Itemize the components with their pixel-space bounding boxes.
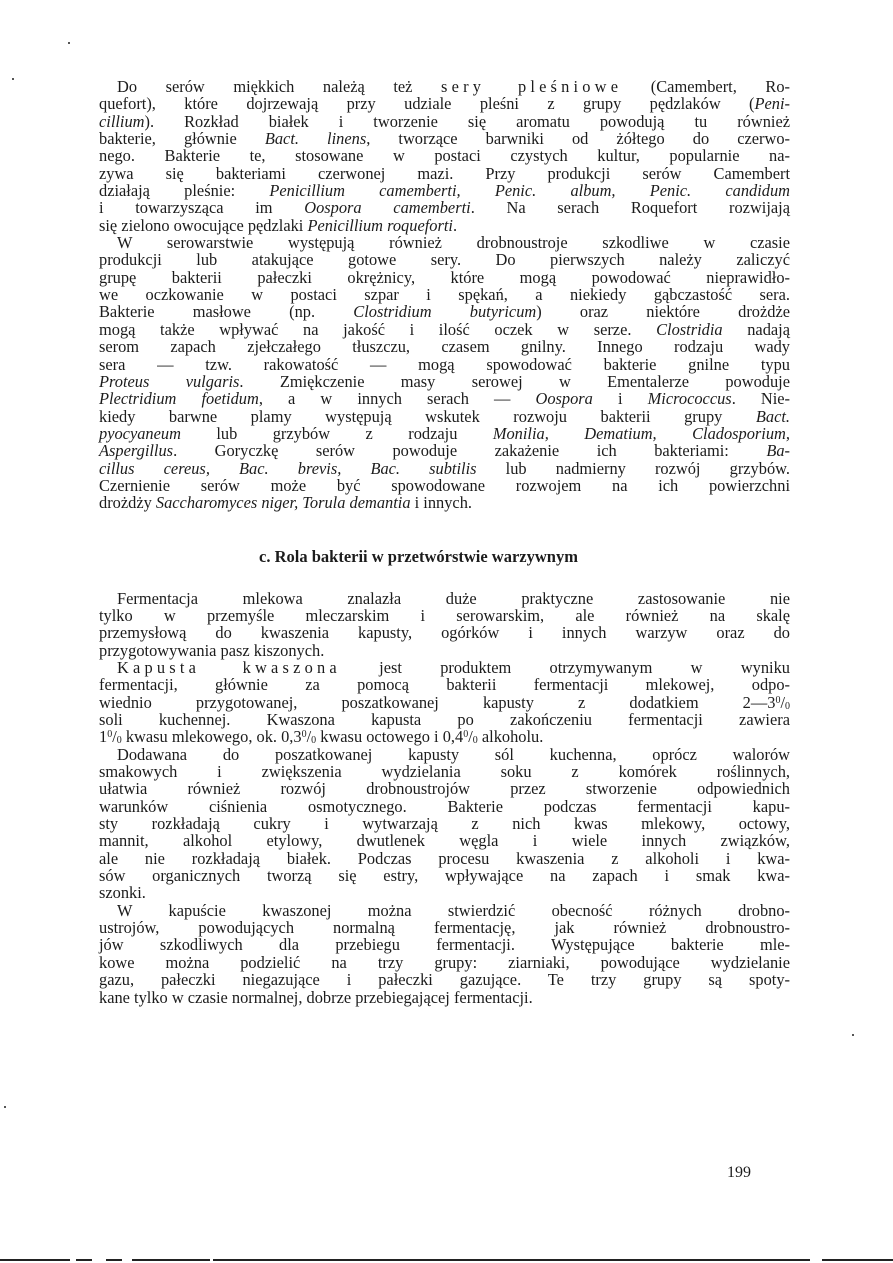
text-run: kiedy barwne plamy występują wskutek rozwoju bakterii grupy xyxy=(99,406,756,426)
text-run: tylko w przemyśle mleczarskim i serowarskim, ale również na skalę xyxy=(99,605,790,625)
text-run: kowe można podzielić na trzy grupy: ziarniaki, powodujące wydzielanie xyxy=(99,952,790,972)
text-run: , tworzące barwniki od żółtego do czerwo- xyxy=(366,129,790,149)
text-line xyxy=(99,182,790,199)
text-line xyxy=(99,286,790,303)
italic-term: Penicillium camemberti, Penic. album, Penic. candidum xyxy=(269,181,790,201)
text-line xyxy=(99,590,790,607)
text-line xyxy=(99,390,790,407)
text-run: nadają xyxy=(722,319,790,339)
text-line xyxy=(99,460,790,477)
text-run: 0 xyxy=(301,729,307,741)
text-line xyxy=(99,763,790,780)
text-run: 0 xyxy=(463,729,469,741)
text-run: nego. Bakterie te, stosowane w postaci czystych kultur, popularnie na- xyxy=(99,146,790,166)
text-run: jest produktem otrzymywanym w wyniku xyxy=(340,657,790,677)
italic-term: Bact. linens xyxy=(264,129,367,149)
text-line xyxy=(99,321,790,338)
italic-term: Proteus vulgaris xyxy=(99,371,240,391)
text-run: ) oraz niektóre drożdże xyxy=(536,302,790,322)
text-run: , a w innych serach — xyxy=(258,389,536,409)
text-line xyxy=(99,728,790,745)
text-line xyxy=(99,113,790,130)
scan-edge-rule xyxy=(0,1259,893,1261)
text-run: 0 xyxy=(311,735,317,747)
text-column xyxy=(99,78,790,1006)
text-line xyxy=(99,147,790,164)
text-line xyxy=(99,746,790,763)
text-run: gazu, pałeczki niegazujące i pałeczki gazujące. Te trzy grupy są spoty- xyxy=(99,970,790,990)
text-line xyxy=(99,234,790,251)
text-line xyxy=(99,659,790,676)
text-line xyxy=(99,798,790,815)
italic-term: cillium xyxy=(99,111,145,131)
text-run: wiednio przygotowanej, poszatkowanej kapusty z dodatkiem 2—3 xyxy=(99,692,776,712)
text-line xyxy=(99,251,790,268)
text-run: sty rozkładają cukry i wytwarzają z nich kwas mlekowy, octowy, xyxy=(99,814,790,834)
italic-term: pyocyaneum xyxy=(99,423,181,443)
text-run: grupę bakterii pałeczki okrężnicy, które mogą powodować nieprawidło- xyxy=(99,267,790,287)
italic-term: Plectridium foetidum xyxy=(99,389,259,409)
text-run: się zielono owocujące pędzlaki xyxy=(99,215,308,235)
text-run: smakowych i zwiększenia wydzielania soku z komórek roślinnych, xyxy=(99,762,790,782)
text-line xyxy=(99,477,790,494)
text-run: ale nie rozkładają białek. Podczas procesu kwaszenia z alkoholi i kwa- xyxy=(99,848,790,868)
paragraphs-vegetable-fermentation xyxy=(99,590,790,1006)
text-line xyxy=(99,902,790,919)
text-line xyxy=(99,165,790,182)
text-line xyxy=(99,884,790,901)
spacer xyxy=(99,567,790,590)
text-run: . Na serach Roquefort rozwijają xyxy=(470,198,790,218)
text-run: / xyxy=(468,727,473,747)
italic-term: Aspergillus xyxy=(99,441,174,461)
text-line xyxy=(99,373,790,390)
italic-term: Micrococcus xyxy=(647,389,732,409)
text-run: mogą także wpływać na jakość i ilość oczek w serze. xyxy=(99,319,657,339)
text-run: soli kuchennej. Kwaszona kapusta po zakończeniu fermentacji zawiera xyxy=(99,710,790,729)
text-line xyxy=(99,780,790,797)
text-line xyxy=(99,303,790,320)
text-run: (Camembert, Ro- xyxy=(622,77,790,96)
text-line xyxy=(99,494,790,511)
text-line xyxy=(99,624,790,641)
text-run: Czernienie serów może być spowodowane rozwojem na ich powierzchni xyxy=(99,475,790,495)
scan-speck xyxy=(12,78,14,80)
text-line xyxy=(99,269,790,286)
paragraphs-cheese-molds xyxy=(99,78,790,512)
text-run: warunków ciśnienia osmotycznego. Bakterie podczas fermentacji kapu- xyxy=(99,796,790,816)
text-run: 1 xyxy=(99,727,108,747)
text-run: przygotowywania pasz kiszonych. xyxy=(99,640,325,660)
text-run: ułatwia również rozwój drobnoustrojów przez stworzenie odpowiednich xyxy=(99,779,790,799)
text-run: Fermentacja mlekowa znalazła duże praktyczne zastosowanie nie xyxy=(117,588,790,608)
text-run: kwasu mlekowego, ok. 0,3 xyxy=(121,727,302,747)
text-run: lub grzybów z rodzaju xyxy=(180,423,493,443)
text-run: / xyxy=(780,692,785,712)
italic-term: Clostridia xyxy=(656,319,723,339)
text-run: kwasu octowego i 0,4 xyxy=(316,727,464,747)
text-line xyxy=(99,676,790,693)
italic-term: cillus cereus, Bac. brevis, Bac. subtilis xyxy=(99,458,477,478)
text-run: W kapuście kwaszonej można stwierdzić obecność różnych drobno- xyxy=(117,900,790,920)
text-run: 0 xyxy=(116,735,122,747)
text-run: mannit, alkohol etylowy, dwutlenek węgla i wiele innych związków, xyxy=(99,831,790,851)
text-line xyxy=(99,217,790,234)
text-run: fermentacji, głównie za pomocą bakterii fermentacji mlekowej, odpo- xyxy=(99,675,790,695)
text-run: i towarzysząca im xyxy=(99,198,305,218)
text-line xyxy=(99,711,790,728)
italic-term: Ba- xyxy=(766,441,790,461)
text-line xyxy=(99,607,790,624)
text-run: przemysłową do kwaszenia kapusty, ogórków i innych warzyw oraz do xyxy=(99,623,790,643)
spacer xyxy=(99,512,790,547)
text-run: 0 xyxy=(472,735,478,747)
text-run: . xyxy=(452,215,458,235)
text-run: ). Rozkład białek i tworzenie się aromatu powodują tu również xyxy=(144,111,790,131)
italic-term: Saccharomyces niger, Torula demantia xyxy=(155,493,411,513)
page-number: 199 xyxy=(727,1164,751,1181)
scan-speck xyxy=(4,1106,6,1108)
text-line xyxy=(99,694,790,711)
italic-term: Bact. xyxy=(755,406,790,426)
scan-speck xyxy=(852,1034,854,1036)
text-line xyxy=(99,425,790,442)
text-run: kane tylko w czasie normalnej, dobrze przebiegającej fermentacji. xyxy=(99,987,533,1007)
italic-term: Oospora camemberti xyxy=(304,198,471,218)
text-line xyxy=(99,815,790,832)
text-run: 0 xyxy=(775,694,781,706)
text-run: serom zapach zjełczałego tłuszczu, czasem gnilny. Innego rodzaju wady xyxy=(99,337,790,357)
text-line xyxy=(99,95,790,112)
text-run: szonki. xyxy=(99,883,146,903)
text-run: . Nie- xyxy=(731,389,791,409)
text-line xyxy=(99,442,790,459)
spaced-term: Kapusta kwaszona xyxy=(117,657,341,677)
text-run: Do serów miękkich należą też xyxy=(117,77,442,96)
text-line xyxy=(99,338,790,355)
italic-term: Monilia, Dematium, Cladosporium, xyxy=(492,423,790,443)
text-line xyxy=(99,867,790,884)
text-run: quefort), które dojrzewają przy udziale pleśni z grupy pędzlaków ( xyxy=(99,94,755,114)
text-line xyxy=(99,408,790,425)
text-line xyxy=(99,971,790,988)
text-run: 0 xyxy=(107,729,113,741)
text-run: drożdży xyxy=(99,493,156,513)
text-line xyxy=(99,199,790,216)
text-run: / xyxy=(112,727,117,747)
text-run: i innych. xyxy=(410,493,472,513)
spaced-term: sery pleśniowe xyxy=(441,77,623,96)
italic-term: Clostridium butyricum xyxy=(353,302,537,322)
text-line xyxy=(99,850,790,867)
text-run: . Zmiękczenie masy serowej w Ementalerze powoduje xyxy=(239,371,790,391)
text-run: we oczkowanie w postaci szpar i spękań, a niekiedy gąbczastość sera. xyxy=(99,285,790,305)
text-line xyxy=(99,954,790,971)
italic-term: Penicillium roqueforti xyxy=(307,215,453,235)
text-run: ustrojów, powodujących normalną fermentację, jak również drobnoustro- xyxy=(99,918,790,938)
text-run: działają pleśnie: xyxy=(99,181,270,201)
text-run: W serowarstwie występują również drobnoustroje szkodliwe w czasie xyxy=(117,233,790,253)
text-line xyxy=(99,989,790,1006)
text-run: 0 xyxy=(785,700,790,712)
text-run: alkoholu. xyxy=(477,727,544,747)
text-run: sów organicznych tworzą się estry, wpływające na zapach i smak kwa- xyxy=(99,866,790,886)
text-line xyxy=(99,919,790,936)
text-run: i xyxy=(592,389,648,409)
text-line xyxy=(99,356,790,373)
text-run: zywa się bakteriami czerwonej mazi. Przy produkcji serów Camembert xyxy=(99,163,790,183)
text-run: . Goryczkę serów powoduje zakażenie ich bakteriami: xyxy=(173,441,767,461)
italic-term: Oospora xyxy=(535,389,593,409)
text-line xyxy=(99,78,790,95)
text-run: produkcji lub atakujące gotowe sery. Do pierwszych należy zaliczyć xyxy=(99,250,790,270)
text-line xyxy=(99,832,790,849)
text-run: jów szkodliwych dla przebiegu fermentacji. Występujące bakterie mle- xyxy=(99,935,790,955)
text-line xyxy=(99,936,790,953)
text-run: / xyxy=(306,727,312,747)
text-run: Bakterie masłowe (np. xyxy=(99,302,354,322)
section-heading: c. Rola bakterii w przetwórstwie warzywnym xyxy=(259,546,578,566)
text-line xyxy=(99,130,790,147)
text-run: lub nadmierny rozwój grzybów. xyxy=(476,458,791,478)
text-run: sera — tzw. rakowatość — mogą spowodować bakterie gnilne typu xyxy=(99,354,790,374)
scan-speck xyxy=(68,42,70,44)
text-line xyxy=(99,642,790,659)
text-run: Dodawana do poszatkowanej kapusty sól kuchenna, oprócz walorów xyxy=(117,744,790,764)
text-run: bakterie, głównie xyxy=(99,129,265,149)
italic-term: Peni- xyxy=(754,94,790,114)
